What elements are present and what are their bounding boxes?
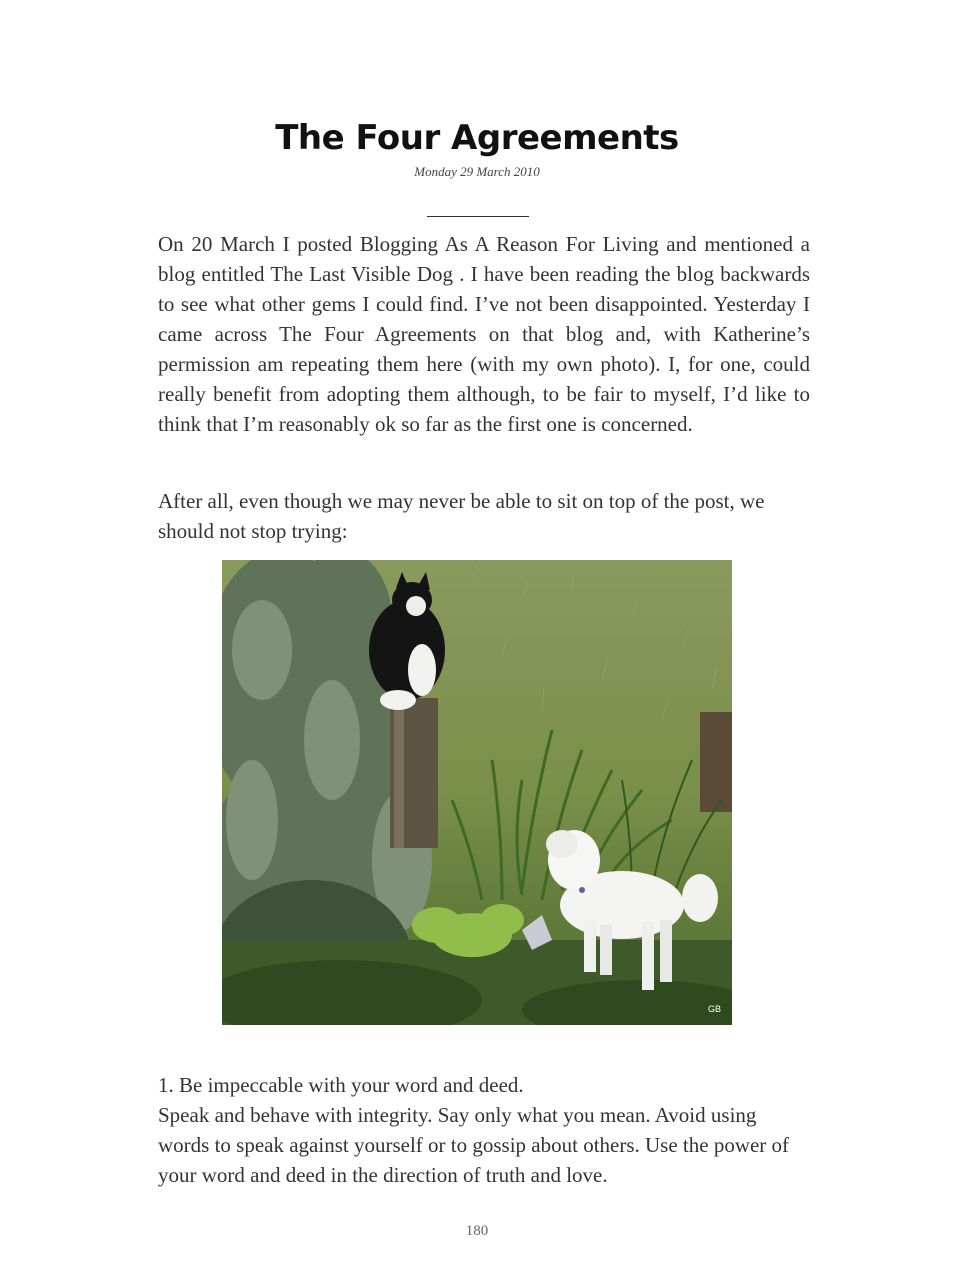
title-divider bbox=[427, 216, 529, 217]
agreement-1-text: Speak and behave with integrity. Say only what you mean. Avoid using words to speak against yourself or to gossip about others. Use the power of your word and deed in the direction of truth and love. bbox=[158, 1103, 790, 1187]
page-number: 180 bbox=[465, 1223, 489, 1239]
post-date: Monday 29 March 2010 bbox=[414, 164, 540, 179]
second-paragraph: After all, even though we may never be able to sit on top of the post, we should not stop trying: bbox=[158, 489, 765, 543]
photo-watermark: GB bbox=[708, 1004, 722, 1014]
agreement-1 bbox=[158, 1070, 810, 1190]
post-title: The Four Agreements bbox=[275, 118, 679, 158]
cat-and-dog-photo bbox=[222, 560, 732, 1025]
intro-paragraph: On 20 March I posted Blogging As A Reason For Living and mentioned a blog entitled The Last Visible Dog . I have been reading the blog backwards to see what other gems I could find. I’ve not been disappointed. Yesterday I came across The Four Agreements on that blog and, with Katherine’s permission am repeating them here (with my own photo). I, for one, could really benefit from adopting them although, to be fair to myself, I’d like to think that I’m reasonably ok so far as the first one is concerned. bbox=[158, 232, 810, 436]
agreement-1-heading: 1. Be impeccable with your word and deed. bbox=[158, 1073, 524, 1097]
